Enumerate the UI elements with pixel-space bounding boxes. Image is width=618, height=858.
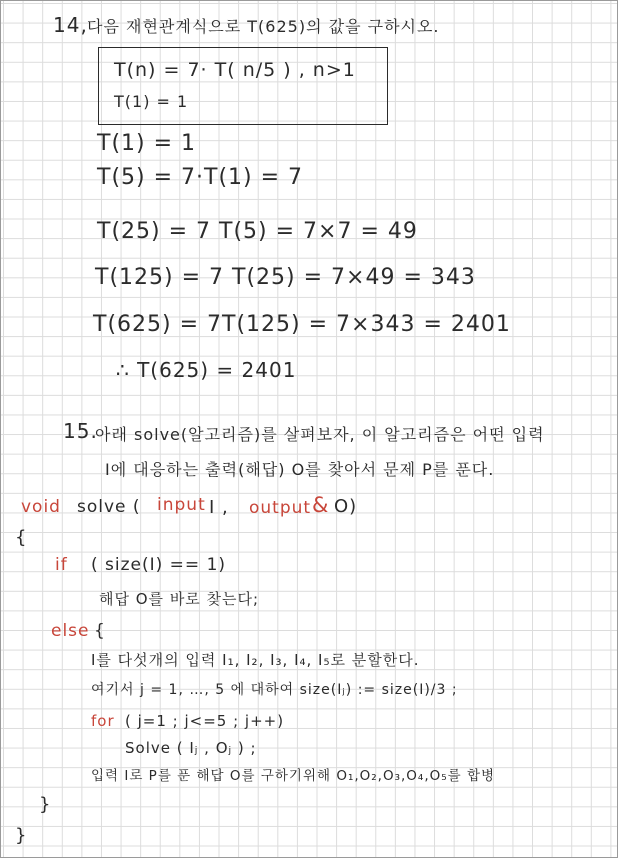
keyword-for: for xyxy=(91,712,115,730)
problem15-intro-line-1: 아래 solve(알고리즘)를 살펴보자, 이 알고리즘은 어떤 입력 xyxy=(95,425,545,444)
keyword-else: else xyxy=(51,621,90,641)
solution-step-4: T(125) = 7 T(25) = 7×49 = 343 xyxy=(95,265,476,290)
if-body: 해답 O를 바로 찾는다; xyxy=(99,590,260,608)
problem15-number: 15. xyxy=(63,419,98,443)
for-condition: ( j=1 ; j<=5 ; j++) xyxy=(125,712,285,730)
problem14-instruction: 다음 재현관계식으로 T(625)의 값을 구하시오. xyxy=(87,17,440,36)
close-brace-outer: } xyxy=(15,825,28,846)
signature-param-o: O) xyxy=(334,496,358,517)
solution-step-5: T(625) = 7T(125) = 7×343 = 2401 xyxy=(93,312,511,337)
solution-step-2: T(5) = 7·T(1) = 7 xyxy=(97,165,304,190)
solution-step-1: T(1) = 1 xyxy=(97,131,197,156)
else-line-split: I를 다섯개의 입력 I₁, I₂, I₃, I₄, I₅로 분할한다. xyxy=(91,651,420,669)
signature-solve: solve ( xyxy=(77,497,141,517)
for-body-recursive-call: Solve ( Iⱼ , Oⱼ ) ; xyxy=(125,739,257,757)
close-brace-inner: } xyxy=(39,794,52,815)
else-line-size: 여기서 j = 1, …, 5 에 대하여 size(Iⱼ) := size(I)/3 ; xyxy=(91,682,458,698)
open-brace-outer: { xyxy=(15,527,28,548)
keyword-output: output xyxy=(249,498,312,518)
keyword-input: input xyxy=(157,495,206,515)
combine-line: 입력 I로 P를 푼 해답 O를 구하기위해 O₁,O₂,O₃,O₄,O₅를 합병 xyxy=(91,768,496,784)
recurrence-line-1: T(n) = 7· T( n/5 ) , n>1 xyxy=(114,59,356,81)
signature-param-i: I , xyxy=(209,497,229,518)
problem15-intro-line-2: I에 대응하는 출력(해답) O를 찾아서 문제 P를 푼다. xyxy=(105,460,495,479)
if-condition: ( size(I) == 1) xyxy=(91,555,227,575)
solution-step-3: T(25) = 7 T(5) = 7×7 = 49 xyxy=(97,219,418,244)
else-open-brace: { xyxy=(94,621,106,641)
reference-ampersand: & xyxy=(312,493,330,517)
keyword-if: if xyxy=(55,555,68,575)
final-answer: ∴ T(625) = 2401 xyxy=(116,358,297,382)
recurrence-line-2: T(1) = 1 xyxy=(114,92,189,111)
keyword-void: void xyxy=(21,497,61,517)
problem14-number: 14, xyxy=(53,13,88,37)
